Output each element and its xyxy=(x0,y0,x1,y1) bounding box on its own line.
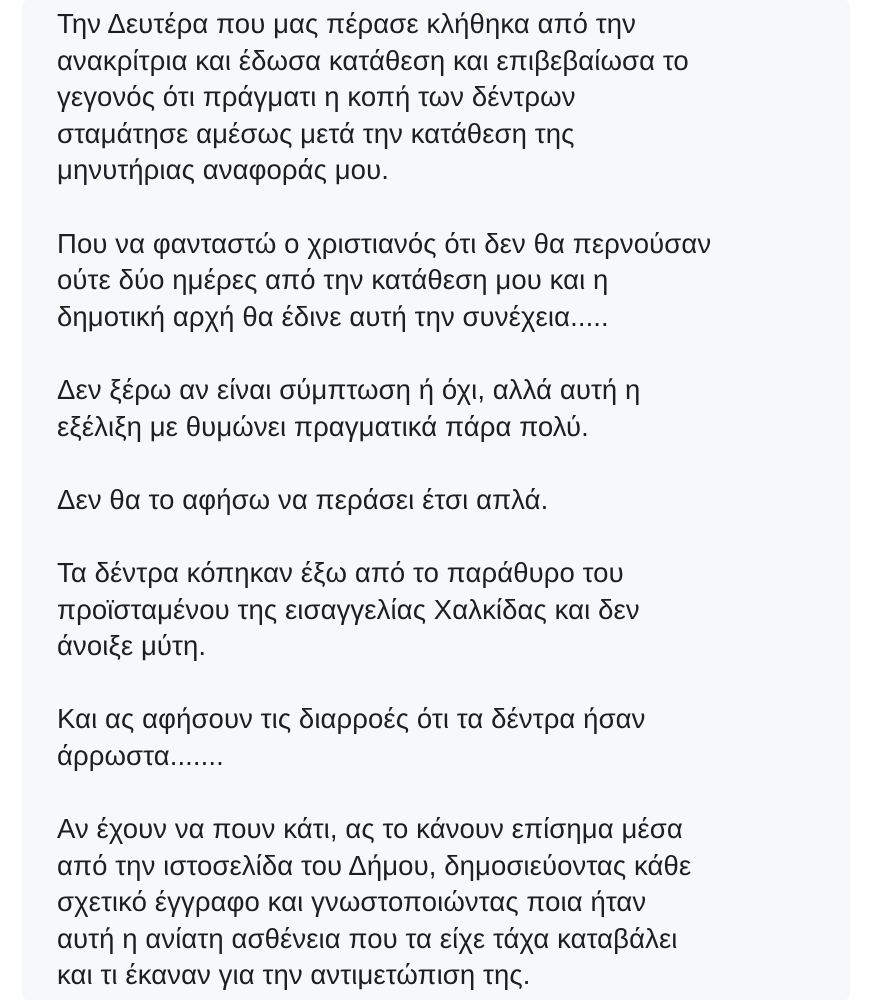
text-line: Αν έχουν να πουν κάτι, ας το κάνουν επίσημα μέσα xyxy=(57,813,683,845)
text-line: ανακρίτρια και έδωσα κατάθεση και επιβεβαίωσα το xyxy=(57,44,689,76)
paragraph xyxy=(57,6,837,189)
text-line: άνοιξε μύτη. xyxy=(57,630,207,662)
text-line: Δεν θα το αφήσω να περάσει έτσι απλά. xyxy=(57,483,549,515)
text-line: ούτε δύο ημέρες από την κατάθεση μου και η xyxy=(57,264,609,296)
text-line: σχετικό έγγραφο και γνωστοποιώντας ποια ήταν xyxy=(57,886,647,918)
text-line: σταμάτησε αμέσως μετά την κατάθεση της xyxy=(57,117,575,149)
paragraph xyxy=(57,811,837,994)
text-line: αυτή η ανίατη ασθένεια που τα είχε τάχα καταβάλει xyxy=(57,922,678,954)
text-line: Που να φανταστώ ο χριστιανός ότι δεν θα περνούσαν xyxy=(57,227,712,259)
paragraph xyxy=(57,372,837,445)
text-line: Τα δέντρα κόπηκαν έξω από το παράθυρο του xyxy=(57,556,624,588)
paragraph xyxy=(57,555,837,665)
text-line: και τι έκαναν για την αντιμετώπιση της. xyxy=(57,959,531,991)
text-line: γεγονός ότι πράγματι η κοπή των δέντρων xyxy=(57,81,576,113)
text-line: Και ας αφήσουν τις διαρροές ότι τα δέντρα ήσαν xyxy=(57,703,646,735)
text-line: εξέλιξη με θυμώνει πραγματικά πάρα πολύ. xyxy=(57,410,589,442)
text-line: δημοτική αρχή θα έδινε αυτή την συνέχεια..... xyxy=(57,300,609,332)
text-line: από την ιστοσελίδα του Δήμου, δημοσιεύοντας κάθε xyxy=(57,849,692,881)
text-line: άρρωστα....... xyxy=(57,739,224,771)
paragraph xyxy=(57,482,837,519)
text-line: μηνυτήριας αναφοράς μου. xyxy=(57,154,389,186)
text-line: προϊσταμένου της εισαγγελίας Χαλκίδας και δεν xyxy=(57,593,640,625)
text-line: Δεν ξέρω αν είναι σύμπτωση ή όχι, αλλά αυτή η xyxy=(57,373,641,405)
post-text xyxy=(57,6,837,1000)
paragraph xyxy=(57,701,837,774)
text-line: Την Δευτέρα που μας πέρασε κλήθηκα από την xyxy=(57,8,637,39)
post-card xyxy=(22,0,850,1000)
paragraph xyxy=(57,226,837,336)
